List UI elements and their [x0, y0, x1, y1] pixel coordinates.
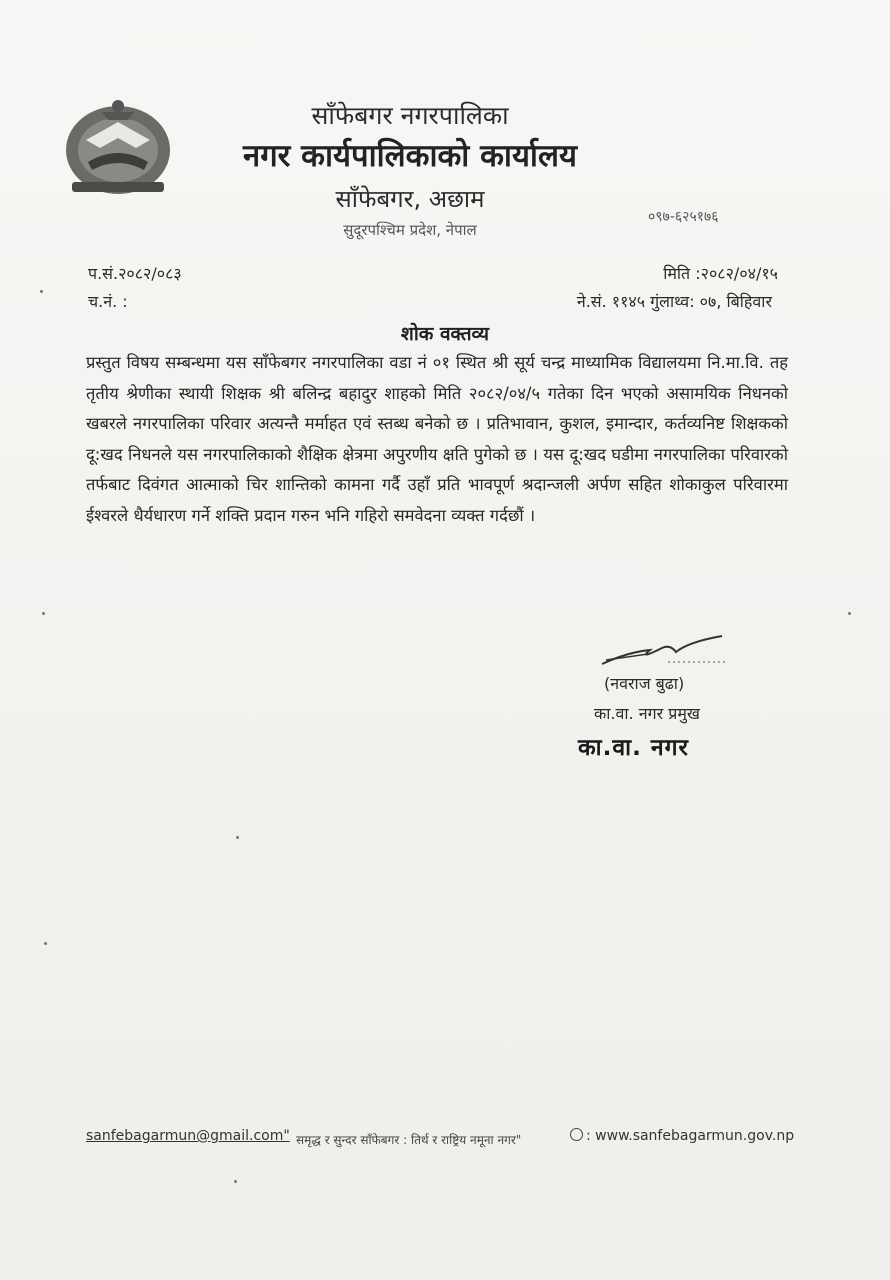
province-line: सुदूरपश्चिम प्रदेश, नेपाल	[343, 221, 477, 239]
dispatch-number: च.नं. :	[88, 292, 128, 311]
scan-speck	[234, 1180, 237, 1183]
letter-title: शोक वक्तव्य	[400, 323, 490, 345]
official-stamp: का.वा. नगर	[578, 735, 689, 761]
reference-number: प.सं.२०८२/०८३	[88, 264, 182, 283]
scan-speck	[848, 612, 851, 615]
footer-website[interactable]: : www.sanfebagarmun.gov.np	[570, 1128, 794, 1144]
scan-speck	[236, 836, 239, 839]
letter-body: प्रस्तुत विषय सम्बन्धमा यस साँफेबगर नगरपालिका वडा नं ०१ स्थित श्री सूर्य चन्द्र माध्यामिक विद्यालयमा नि.मा.वि. तह तृतीय श्रेणीका स्थायी शिक्षक श्री बलिन्द्र बहादुर शाहको मिति २०८२/०४/५ गतेका दिन भएको असामयिक निधनको खबरले नगरपालिका परिवार अत्यन्तै मर्माहत एवं स्तब्ध बनेको छ । प्रतिभावान, कुशल, इमान्दार, कर्तव्यनिष्ट शिक्षकको दू:खद निधनले यस नगरपालिकाको शैक्षिक क्षेत्रमा अपुरणीय क्षति पुगेको छ । यस दू:खद घडीमा नगरपालिका परिवारको तर्फबाट दिवंगत आत्माको चिर शान्तिको कामना गर्दै उहाँ प्रति भावपूर्ण श्रदान्जली अर्पण सहित शोकाकुल परिवारमा ईश्वरले धैर्यधारण गर्ने शक्ति प्रदान गरुन भनि गहिरो समवेदना व्यक्त गर्दछौं ।	[86, 353, 788, 525]
footer-email[interactable]: sanfebagarmun@gmail.com"	[86, 1128, 290, 1144]
scan-speck	[44, 942, 47, 945]
signatory-name: (नवराज बुढा)	[604, 674, 685, 693]
nepal-emblem-logo	[58, 92, 178, 202]
letter-date: मिति :२०८२/०४/१५	[663, 264, 778, 283]
phone-number: ०९७-६२५१७६	[648, 209, 719, 225]
globe-icon	[570, 1128, 583, 1141]
nepal-sambat-date: ने.सं. ११४५ गुंलाथ्व: ०७, बिहिवार	[576, 292, 772, 311]
handwritten-signature	[598, 630, 728, 670]
website-text[interactable]: www.sanfebagarmun.gov.np	[595, 1128, 795, 1144]
municipality-name: साँफेबगर नगरपालिका	[311, 101, 509, 130]
footer-slogan: समृद्ध र सुन्दर साँफेबगर : तिर्थ र राष्ट्रिय नमूना नगर"	[296, 1133, 522, 1147]
signatory-title: का.वा. नगर प्रमुख	[594, 704, 701, 723]
scan-speck	[42, 612, 45, 615]
office-name: नगर कार्यपालिकाको कार्यालय	[243, 138, 577, 174]
scan-speck	[40, 290, 43, 293]
office-location: साँफेबगर, अछाम	[335, 185, 485, 213]
